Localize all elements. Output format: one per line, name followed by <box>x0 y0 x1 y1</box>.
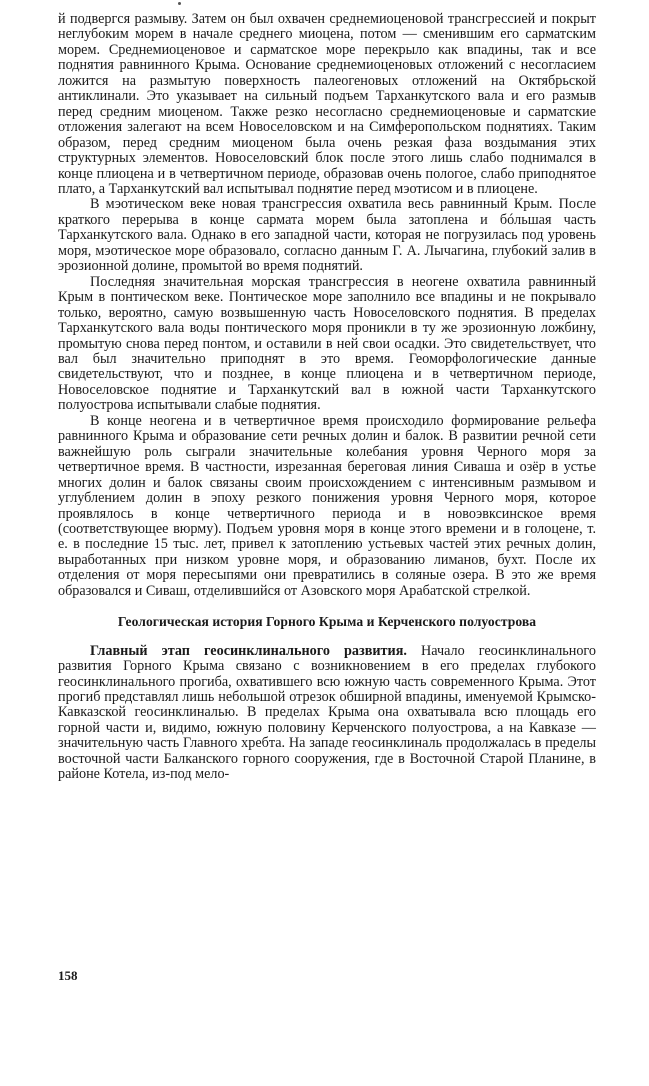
section-run-in-title: Главный этап геосинклинального развития. <box>90 642 407 659</box>
paragraph-4: В конце неогена и в четвертичное время происходило формирование рельефа равнинного Крыма и образование сети речных долин и балок. В развитии речной сети важнейшую роль сыграли значительные колебания уровня Черного моря за четвертичное время. В частности, изрезанная береговая линия Сиваша и озёр в устье многих долин и балок связаны своим происхождением с интенсивным размывом и углублением долин в эпоху резкого понижения уровня Черного моря, которое проявлялось в конце четвертичного периода и в новоэвксинское время (соответствующее вюрму). Подъем уровня моря в конце этого времени и в голоцене, т. е. в последние 15 тыс. лет, привел к затоплению устьевых частей этих речных долин, выработанных при низком уровне моря, и образованию лиманов, бухт. После их отделения от моря пересыпями они превратились в соляные озера. В это же время образовался и Сиваш, отделившийся от Азовского моря Арабатской стрелкой. <box>58 412 596 599</box>
paragraph-2: В мэотическом веке новая трансгрессия охватила весь равнинный Крым. После краткого перерыва в конце сармата морем была затоплена и бóльшая часть Тарханкутского вала. Однако в его западной части, которая не погрузилась под уровень моря, мэотическое море образовало, согласно данным Г. А. Лычагина, глубокий залив в эрозионной долине, промытой во время поднятий. <box>58 196 596 275</box>
section-paragraph <box>58 644 596 783</box>
section-heading: Геологическая история Горного Крыма и Керченского полуострова <box>117 614 537 630</box>
page-number: 158 <box>58 968 78 983</box>
print-speck <box>178 2 181 5</box>
paragraph-1: й подвергся размыву. Затем он был охвачен среднемиоценовой трансгрессией и покрыт неглубоким морем в начале среднего миоцена, потом — сменившим его сарматским морем. Среднемиоценовое и сарматское море перекрыло как впадины, так и все поднятия равнинного Крыма. Основание среднемиоценовых отложений с несогласием ложится на размытую поверхность палеогеновых отложений на Октябрьской антиклинали. Это указывает на сильный подъем Тарханкутского вала и его размыв перед средним миоценом. Также резко несогласно среднемиоценовые и сарматские отложения залегают на всем Новоселовском и на Симферопольском поднятиях. Таким образом, перед средним миоценом была очень резкая фаза воздымания этих структурных элементов. Новоселовский блок после этого лишь слабо поднимался в конце плиоцена и в четвертичном периоде, образовав очень пологое, слабо приподнятое плато, а Тарханкутский вал испытывал поднятие перед мэотисом и в плиоцене. <box>58 11 596 197</box>
section-body-text: Начало геосинклинального развития Горного Крыма связано с возникновением в его пределах глубокого геосинклинального прогиба, охватившего всю южную часть современного Крыма. Этот прогиб представлял лишь небольшой отрезок обширной впадины, именуемой Крымско-Кавказской геосинклиналью. В пределах Крыма она охватывала всю площадь его горной части и, видимо, южную половину Керченского полуострова, а на Кавказе — значительную часть Главного хребта. На западе геосинклиналь продолжалась в пределы восточной части Балканского горного сооружения, где в Восточной Старой Планине, в районе Котела, из-под мело- <box>58 642 596 783</box>
document-page <box>58 12 596 783</box>
paragraph-3: Последняя значительная морская трансгрессия в неогене охватила равнинный Крым в понтическом веке. Понтическое море заполнило все впадины и не покрывало только, вероятно, самую возвышенную часть Новоселовского поднятия. В пределах Тарханкутского вала воды понтического моря проникли в ту же эрозионную ложбину, промытую снова перед понтом, и оставили в ней свои осадки. Это свидетельствует, что вал был значительно приподнят в это время. Геоморфологические данные свидетельствуют, что и позднее, в конце плиоцена и в четвертичном периоде, Новоселовское поднятие и Тарханкутский вал в южной части Тарханкутского полуострова испытывали слабые поднятия. <box>58 273 596 414</box>
